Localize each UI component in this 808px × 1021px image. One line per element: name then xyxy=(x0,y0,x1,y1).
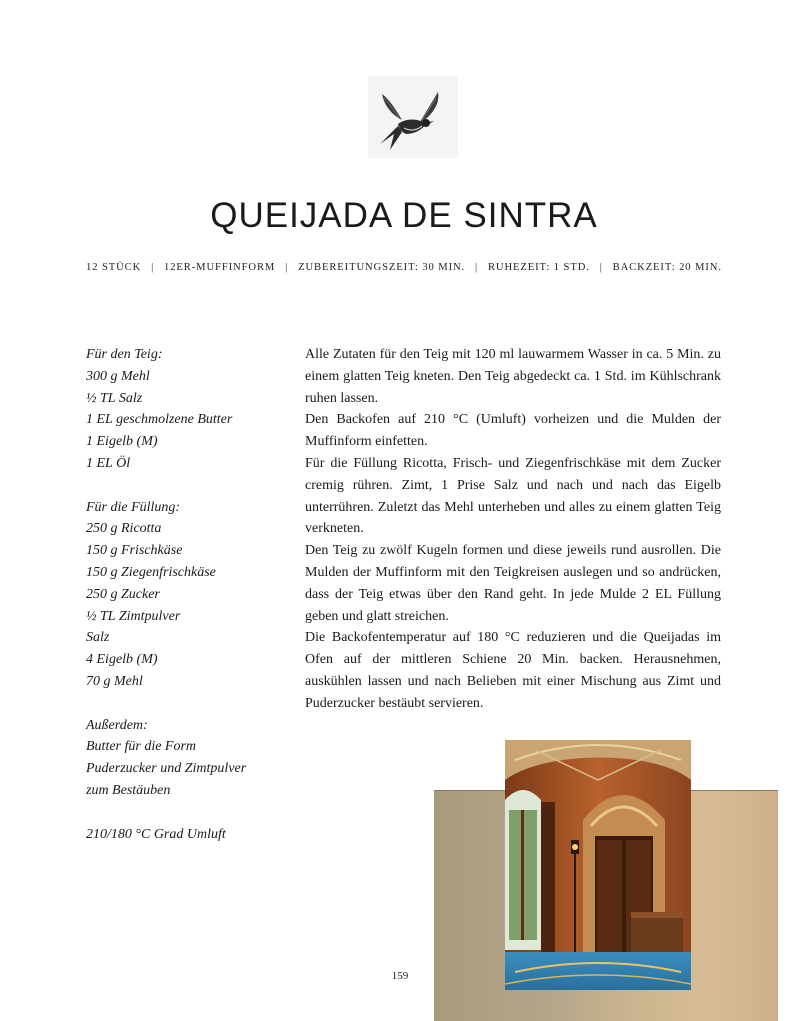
swallow-icon xyxy=(368,76,458,158)
ingredient-item: 250 g Ricotta xyxy=(86,521,162,537)
ingredient-item: Salz xyxy=(86,630,110,646)
method-step: Die Backofentemperatur auf 180 °C reduzieren und die Queijadas im Ofen auf der mittleren Schiene 20 Min. backen. Herausnehmen, auskühlen lassen und nach Belieben mit einer Mischung aus Zimt und Puderzucker bestäubt servieren. xyxy=(305,630,721,711)
recipe-title: QUEIJADA DE SINTRA xyxy=(210,196,598,235)
ingredient-item: 1 EL Öl xyxy=(86,455,131,471)
ingredient-item: Puderzucker und Zimtpulver xyxy=(86,761,247,777)
ingredient-heading-dough: Für den Teig: xyxy=(86,347,163,362)
method-steps xyxy=(305,344,721,715)
palace-interior-photo xyxy=(505,740,691,990)
meta-yield: 12 STÜCK xyxy=(86,262,142,273)
ingredient-item: zum Bestäuben xyxy=(86,782,171,798)
ingredient-item: 70 g Mehl xyxy=(86,673,143,689)
ingredient-item: ½ TL Salz xyxy=(86,390,143,406)
ingredient-item: 150 g Ziegenfrischkäse xyxy=(86,564,216,580)
meta-separator: | xyxy=(599,262,603,273)
ingredient-list xyxy=(86,344,286,845)
ingredient-item: 4 Eigelb (M) xyxy=(86,652,158,668)
ingredient-item: 150 g Frischkäse xyxy=(86,543,183,559)
method-step: Für die Füllung Ricotta, Frisch- und Ziegenfrischkäse mit dem Zucker cremig rühren. Zimt, 1 Prise Salz und nach und nach das Eigelb unterrühren. Zuletzt das Mehl unterheben und alles zu einem glatten Teig verkneten. xyxy=(305,455,721,537)
page-number: 159 xyxy=(391,970,409,982)
ingredient-item: 1 Eigelb (M) xyxy=(86,434,158,450)
oven-setting: 210/180 °C Grad Umluft xyxy=(86,826,226,842)
ingredient-item: 300 g Mehl xyxy=(86,368,150,384)
ingredient-item: ½ TL Zimtpulver xyxy=(86,608,181,624)
meta-separator: | xyxy=(285,262,289,273)
meta-separator: | xyxy=(151,262,155,273)
meta-prep-time: ZUBEREITUNGSZEIT: 30 MIN. xyxy=(298,262,466,273)
method-step: Den Backofen auf 210 °C (Umluft) vorheizen und die Mulden der Muffinform einfetten. xyxy=(305,412,721,450)
meta-separator: | xyxy=(475,262,479,273)
ingredient-item: Butter für die Form xyxy=(86,739,197,755)
meta-bake-time: BACKZEIT: 20 MIN. xyxy=(612,262,722,273)
ingredient-item: 1 EL geschmolzene Butter xyxy=(86,412,233,428)
method-step: Den Teig zu zwölf Kugeln formen und diese jeweils rund ausrollen. Die Mulden der Muffinform mit den Teigkreisen auslegen und so andrücken, dass der Teig etwas über den Rand geht. In jede Mulde 2 EL Füllung geben und glatt streichen. xyxy=(305,543,721,624)
ingredient-heading-extra: Außerdem: xyxy=(86,717,148,733)
meta-rest-time: RUHEZEIT: 1 STD. xyxy=(487,262,590,273)
ingredient-item: 250 g Zucker xyxy=(86,586,160,602)
recipe-meta xyxy=(86,262,722,273)
ingredient-heading-filling: Für die Füllung: xyxy=(86,499,181,515)
method-step: Alle Zutaten für den Teig mit 120 ml lauwarmem Wasser in ca. 5 Min. zu einem glatten Teig kneten. Den Teig abgedeckt ca. 1 Std. im Kühlschrank ruhen lassen. xyxy=(305,347,721,406)
meta-form: 12ER-MUFFINFORM xyxy=(164,262,276,273)
